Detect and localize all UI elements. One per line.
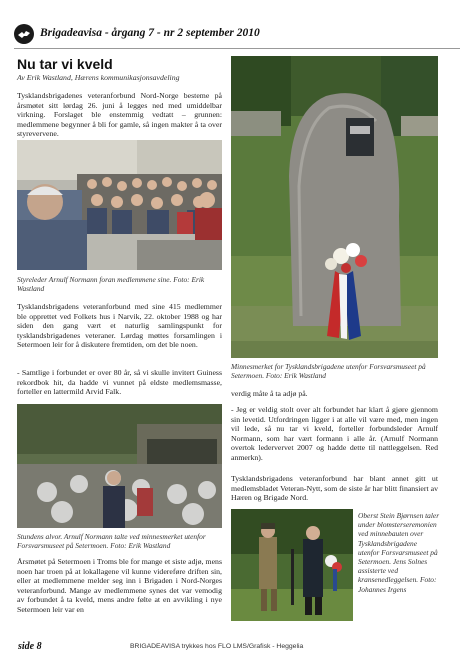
print-credit: BRIGADEAVISA trykkes hos FLO LMS/Grafisk - Heggelia: [130, 643, 304, 650]
photo-ceremony-speech: [231, 509, 353, 621]
caption-veterans-outdoors: Stundens alvor. Arnulf Normann talte ved minnesmerket utenfor Forsvarsmuseet på Setermoen. Foto: Erik Wastland: [17, 532, 206, 551]
paragraph-intro: Tysklandsbrigadenes veteranforbund Nord-Norge besteme på årsmøtet sitt lørdag 26. juni å legges ned med umiddelbar virkning. Forslaget ble enstemmig vedtatt – grunnen: medlemmene begynner å bli for gamle, så ingen makter å ta over styrevervene.: [17, 91, 222, 139]
page-header: [14, 24, 460, 46]
paragraph-history: Tysklandsbrigadens veteranforbund med sine 415 medlemmer ble opprettet ved Folkets hus i Narvik, 22. oktober 1988 og har siden den gang vært et naturlig samlingspunkt for tysklandsbrigadenes veteraner. Lørdag møttes forsamlingen i Setermoen leir for å diskutere fremtiden, om det ble noen.: [17, 302, 222, 350]
paragraph-farewell-continued: verdig måte å ta adjø på.: [231, 389, 308, 398]
caption-memorial-stone: Minnesmerket for Tysklandsbrigadene utenfor Forsvarsmuseet på Setermoen. Foto: Erik Wastland: [231, 362, 426, 381]
photo-audience: [17, 140, 222, 270]
paragraph-quote-normann: - Jeg er veldig stolt over alt forbundet har klart å gjøre gjennom sin levetid. Utfordringen ligger i at alle vil være med, men ingen vil lede, så nu tar vi kveld, forteller forbundsleder Arnulf Normann, som har vært formann i alle år. (Arnulf Normann overtok ledervervet 2007 og hadde dette til nattleggelsen. Red anmerkn).: [231, 405, 438, 462]
caption-audience: Styreleder Arnulf Normann foran medlemmene sine. Foto: Erik Wastland: [17, 275, 205, 294]
left-column: [17, 56, 222, 139]
article-byline: Av Erik Wastland, Hærens kommunikasjonsavdeling: [17, 73, 180, 82]
caption-ceremony-speech: Oberst Stein Bjørnsen taler under blomsterseremonien ved minnebauten over Tysklandsbrigadene utenfor Forsvarsmuseet på Setermoen. Jens Solnes assisterte ved kransenedleggelsen. Foto: Johannes Irgens: [358, 511, 440, 594]
page-number: side 8: [18, 641, 42, 652]
eagle-emblem-icon: [14, 24, 34, 44]
paragraph-guinness: - Samtlige i forbundet er over 80 år, så vi skulle invitert Guiness rekordbok hit, da hadde vi vunnet på eldste medlemsmasse, forteller en lattermild Arvid Falk.: [17, 368, 222, 397]
photo-veterans-outdoors: [17, 404, 222, 528]
header-divider: [14, 48, 460, 49]
paragraph-farewell: Årsmøtet på Setermoen i Troms ble for mange et siste adjø, mens noen har troen på at lokallagene vil kunne videreføre driften sin, eller at medlemmene melder seg inn i Brigaden i Nord-Norges veteranforbund. Mange av medlemmene synes det var vemodig av forbundet å ta kveld, mens andre føltе at en avvikling i nye Setermoen leir var en: [17, 557, 222, 614]
article-title: Nu tar vi kveld: [17, 56, 113, 72]
paragraph-veteran-nytt: Tysklandsbrigadens veteranforbund har blant annet gitt ut medlemsbladet Veteran-Nytt, som de siste år har blitt finansiert av Hæren og Brigade Nord.: [231, 474, 438, 503]
publication-title: Brigadeavisa - årgang 7 - nr 2 september 2010: [40, 27, 260, 39]
photo-memorial-stone: [231, 56, 438, 358]
